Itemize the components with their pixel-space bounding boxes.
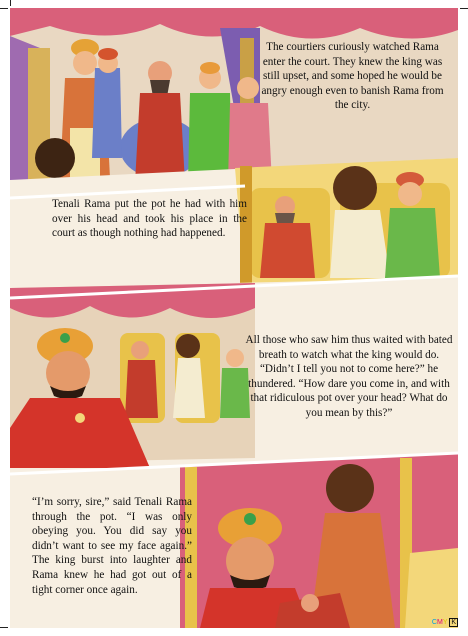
crop-mark-top-left [0, 8, 8, 9]
panel-4 [10, 453, 458, 628]
panel-2-caption: Tenali Rama put the pot he had with him over his head and took his place in the court as though nothing had happened. [52, 198, 247, 240]
panel-1-caption: The courtiers curiously watched Rama enter the court. They knew the king was still upset, and some hoped he would be angry enough even to banish Rama from the city. [261, 41, 444, 112]
comic-page [10, 8, 458, 628]
panel-3-caption: All those who saw him thus waited with bated breath to watch what the king would do. “Didn’t I tell you not to come here?” he thundered. “How dare you come in, and with that ridiculous pot over your head? What do you mean by this?” [245, 334, 453, 419]
crop-mark-bottom-left [0, 627, 8, 628]
panel-4-caption: “I’m sorry, sire,” said Tenali Rama through the pot. “I was only obeying you. You did say you didn’t want to see my face again.” The king burst into laughter and Rama knew he had got out of a tight corner once again. [32, 496, 192, 596]
panel-2 [10, 158, 458, 298]
print-registration-marks: CMY K [431, 619, 456, 626]
crop-mark-top-left-v [10, 0, 11, 6]
panel-3 [10, 278, 458, 468]
crop-mark-top-right [460, 8, 468, 9]
